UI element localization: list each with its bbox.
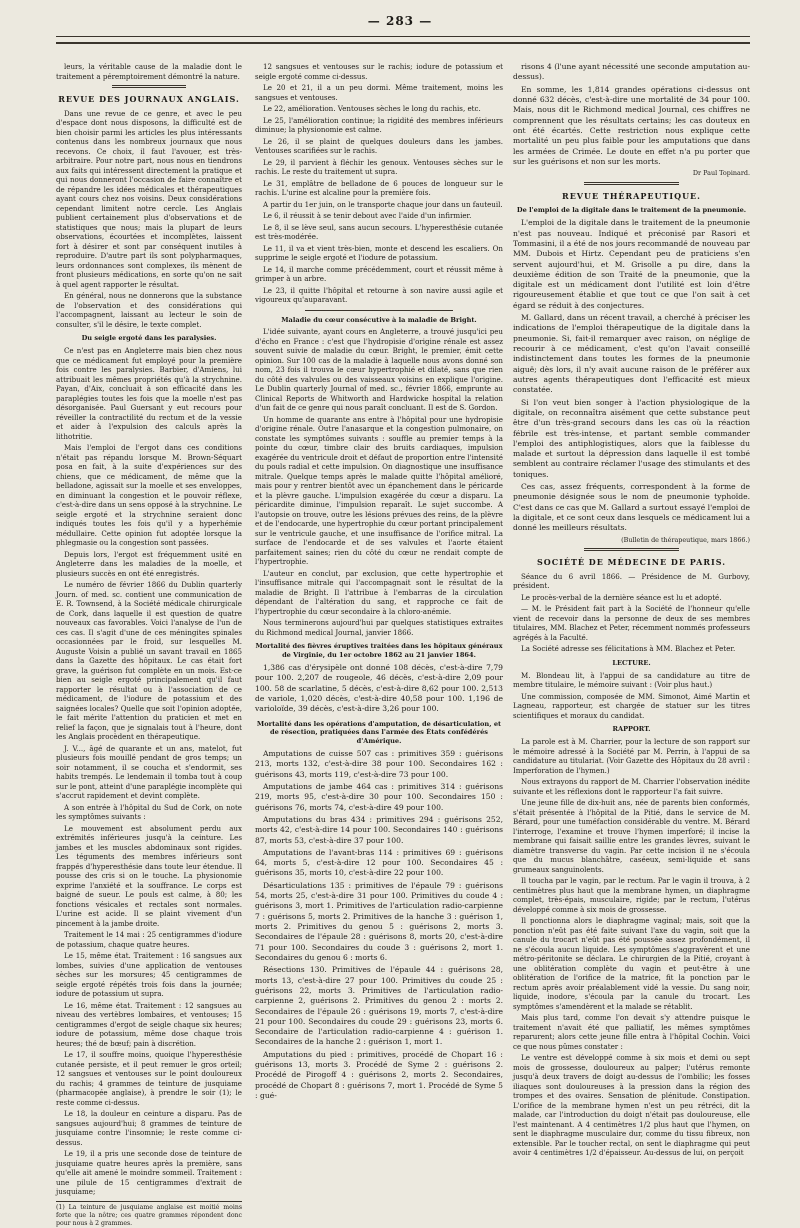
paragraph: En somme, les 1,814 grandes opérations ci-dessus ont donné 632 décès, c'est-à-dire une mortalité de 34 pour 100. Mais, nous dit le Richmond medical Journal, ces chiffres ne comprennent que les résultats certains; les cas douteux en ont été écartés. Cette restriction nous explique cette mortalité un peu plus faible pour les amputations que dans les armées de Crimée. Le doute en effet n'a pu porter que sur les guérisons et non sur les morts. — [513, 84, 750, 166]
paragraph: Amputations du bras 434 : primitives 294 : guérisons 252, morts 42, c'est-à-dire 14 pour 100. Secondaires 140 : guérisons 87, morts 53, c'est-à-dire 37 pour 100. — [255, 814, 503, 845]
column-right — [513, 62, 750, 1184]
section-paragraphs — [56, 109, 242, 330]
lecture-paragraphs — [513, 671, 750, 721]
bright-paragraphs — [255, 327, 503, 637]
source-citation: (Bulletin de thérapeutique, mars 1866.) — [621, 535, 750, 544]
paragraph: M. Blondeau lit, à l'appui de sa candidature au titre de membre titulaire, le mémoire suivant : (Voir plus haut.) — [513, 670, 750, 690]
paragraph: Il ponctionna alors le diaphragme vaginal; mais, soit que la ponction n'eût pas été faite suivant l'axe du vagin, soit que la canule du trocart n'eût pas été poussée assez profondément, il ne s'écoula aucun liquide. Les symptômes s'aggravèrent et une métro-péritonite se déclara. Le chirurgien de la Pitié, croyant à une oblitération complète du vagin et peut-être à une oblitération de l'orifice de la matrice, fit la ponction par le rectum après avoir préalablement vidé la vessie. Du sang noir, liquide, inodore, s'écoula par la canule du trocart. Les symptômes s'amendèrent et la malade se rétablit. — [513, 916, 750, 1011]
lecture-label: LECTURE. — [612, 658, 651, 667]
paragraph: risons 4 (l'une ayant nécessité une seconde amputation au-dessus). — [513, 62, 750, 82]
paragraph: — M. le Président fait part à la Société de l'honneur qu'elle vient de recevoir dans la personne de deux de ses membres titulaires, MM. Blachez et Peter, récemment nommés professeurs agrégés à la Faculté. — [513, 604, 750, 642]
paragraph: Ces cas, assez fréquents, correspondent à la forme de pneumonie désignée sous le nom de pneumonie typhoïde. C'est dans ce cas que M. Gallard a surtout essayé l'emploi de la digitale, et ce sont ceux dans lesquels ce médicament lui a donné les meilleurs résultats. — [513, 482, 750, 533]
paragraph: Le 14, il marche comme précédemment, court et réussit même à grimper à un arbre. — [255, 264, 503, 283]
header-rule — [56, 36, 750, 37]
paragraph: Mais l'emploi de l'ergot dans ces conditions n'était pas répandu lorsque M. Brown-Séquart posa en fait, à la suite d'expériences sur des chiens, que ce médicament, de même que la belladone, agissait sur la moelle et ses enveloppes, en diminuant la congestion et le pouvoir réflexe, c'est-à-dire dans un sens opposé à la strychnine. Le seigle ergoté et la strychnine seraient donc indiqués toutes les fois qu'il y a hyperhémie médullaire. Cette opinion fut adoptée lorsque la phlegmasie ou la congestion sont passées. — [56, 443, 242, 548]
paragraph: A partir du 1er juin, on le transporte chaque jour dans un fauteuil. — [263, 199, 503, 209]
footnote: (1) La teinture de jusquiame anglaise est moitié moins forte que la nôtre; ces quatre grammes répondent donc pour nous à 2 grammes. — [56, 1201, 242, 1228]
paragraph: La parole est à M. Charrier, pour la lecture de son rapport sur le mémoire adressé à la Société par M. Perrin, à l'appui de sa candidature au titulariat. (Voir Gazette des Hôpitaux du 28 avril : Imperforation de l'hymen.) — [513, 737, 750, 775]
paragraph: Mais plus tard, comme l'on devait s'y attendre puisque le traitement n'avait été que palliatif, les mêmes symptômes reparurent; alors cette jeune fille entra à l'hôpital Cochin. Voici ce que nous pûmes constater : — [513, 1013, 750, 1051]
paragraph: Le 18, la douleur en ceinture a disparu. Pas de sangsues aujourd'hui; 8 grammes de teinture de jusquiame contre l'insomnie; le reste comme ci-dessus. — [56, 1109, 242, 1147]
paragraph: Le mouvement est absolument perdu aux extrémités inférieures jusqu'à la ceinture. Les jambes et les muscles abdominaux sont rigides. Les téguments des membres inférieurs sont frappés d'hyperesthésie dans toute leur étendue. Il pousse des cris si on le touche. La physionomie exprime l'anxiété et la souffrance. Le corps est baigné de sueur. Le pouls est calme, à 80; les fonctions vésicales et rectales sont normales. L'urine est acide. Il se plaint vivement d'un pincement à la jambe droite. — [56, 823, 242, 928]
paragraph: L'idée suivante, ayant cours en Angleterre, a trouvé jusqu'ici peu d'écho en France : c'est que l'hydropisie d'origine rénale est assez souvent suivie de maladie du cœur. Bright, le premier, émit cette opinion. Sur 100 cas de la maladie à laquelle nous avons donné son nom, 23 fois il trouva le cœur hypertrophié et dilaté, sans que rien du côté des valvules ou des vaisseaux voisins en explique l'origine. Le Dublin quarterly Journal of med. sc., février 1866, emprunte au Clinical Reports de Whitworth and Hardwicke hospital la relation d'un fait de ce genre qui nous paraît concluant. Il est de S. Gordon. — [255, 327, 503, 413]
paragraph: Le 17, il souffre moins, quoique l'hyperesthésie cutanée persiste, et il peut remuer le gros orteil; 12 sangsues et ventouses sur le point douloureux du rachis; 4 grammes de teinture de jusquiame (pharmacopée anglaise), à prendre le soir (1); le reste comme ci-dessus. — [56, 1050, 242, 1107]
paragraph: Le 19, il a pris une seconde dose de teinture de jusquiame quatre heures après la première, sans qu'elle ait amené le moindre sommeil. Traitement : une pilule de 15 centigrammes d'extrait de jusquiame; — [56, 1149, 242, 1197]
paragraph: Le numéro de février 1866 du Dublin quarterly Journ. of med. sc. contient une communication de E. R. Townsend, à la Société médicale chirurgicale de Cork, dans laquelle il est question de quatre nouveaux cas favorables. Voici l'analyse de l'un de ces cas. Il s'agit d'une de ces méningites spinales occasionnées par le froid, sur lesquelles M. Auguste Voisin a publié un savant travail en 1865 dans la Gazette des hôpitaux. Le cas était fort grave, la guérison fut complète en un mois. Est-ce bien au seigle ergoté principalement qu'il faut rapporter le résultat ou à l'association de ce médicament, de l'iodure de potassium et des saignées locales? Quelle que soit l'opinion adoptée, le fait mérite l'attention du praticien et met en relief la façon, que je signalais tout à l'heure, dont les Anglais procèdent en thérapeutique. — [56, 580, 242, 742]
paragraph: Résections 130. Primitives de l'épaule 44 : guérisons 28, morts 13, c'est-à-dire 27 pour 100. Primitives du coude 25 : guérisons 22, morts 3. Primitives de l'articulation radio-carpienne 2, guérisons 2. Primitives du genou 2 : morts 2. Secondaires de l'épaule 26 : guérisons 19, morts 7, c'est-à-dire 21 pour 100. Secondaires du coude 29 : guérisons 23, morts 6. Secondaire de l'articulation radio-carpienne 4 : guérison 1. Secondaires de la hanche 2 : guérison 1, mort 1. — [255, 965, 503, 1047]
seance-line: Séance du 6 avril 1866. — Présidence de M. Gurbovy, président. — [513, 571, 750, 591]
divider — [305, 310, 454, 311]
paragraph: En général, nous ne donnerons que la substance de l'observation et des considérations qui l'accompagnent, laissant au lecteur le soin de consulter, s'il le désire, le texte complet. — [56, 291, 242, 329]
paragraph: Le 6, il réussit à se tenir debout avec l'aide d'un infirmier. — [263, 211, 472, 220]
paragraph: A son entrée à l'hôpital du Sud de Cork, on note les symptômes suivants : — [56, 802, 242, 822]
paragraph: Le 22, amélioration. Ventouses sèches le long du rachis, etc. — [263, 104, 481, 113]
subsection-title: De l'emploi de la digitale dans le traitement de la pneumonie. — [516, 206, 747, 215]
paragraph: Dans une revue de ce genre, et avec le peu d'espace dont nous disposons, la difficulté est de bien choisir parmi les articles les plus intéressants contenus dans les nombreux journaux que nous recevons. Ce choix, il faut l'avouer, est très-arbitraire. Pour notre part, nous nous en tiendrons aux faits qui intéressent directement la pratique et qui nous donneront l'occasion de faire connaître et de répandre les idées médicales et thérapeutiques ayant cours chez nos voisins. Deux considérations cependant limitent notre cercle. Les Anglais publient certainement plus d'observations et de statistiques que nous; mais la plupart de leurs observations, écourtées et incomplètes, laissent fort à désirer et sont par conséquent inutiles à reproduire. D'autre part ils sont polypharmaques, leurs ordonnances sont complexes, ils mènent de front plusieurs médications, en sorte qu'on ne sait à quel agent rapporter le résultat. — [56, 108, 242, 289]
paragraph: Une commission, composée de MM. Simonot, Aimé Martin et Lagneau, rapporteur, est chargée de statuer sur les titres scientifiques et moraux du candidat. — [513, 691, 750, 720]
intro-paragraph: leurs, la véritable cause de la maladie dont le traitement a péremptoirement démontré la nature. — [56, 62, 242, 81]
article-paragraphs — [255, 62, 503, 305]
article-paragraphs — [513, 62, 750, 167]
digitale-paragraphs — [513, 218, 750, 533]
page-number: — 283 — — [367, 14, 433, 28]
section-title: REVUE DES JOURNAUX ANGLAIS. — [58, 94, 240, 104]
paragraph: Traitement le 14 mai : 25 centigrammes d'iodure de potassium, chaque quatre heures. — [56, 930, 242, 949]
stats-paragraphs — [255, 749, 503, 1101]
society-paragraphs — [513, 593, 750, 654]
paragraph: Le 26, il se plaint de quelques douleurs dans les jambes. Ventouses scarifiées sur le rachis. — [255, 136, 503, 155]
paragraph: Nous terminerons aujourd'hui par quelques statistiques extraites du Richmond medical Journal, janvier 1866. — [255, 618, 503, 637]
society-title: SOCIÉTÉ DE MÉDECINE DE PARIS. — [536, 557, 727, 568]
paragraph: Le 29, il parvient à fléchir les genoux. Ventouses sèches sur le rachis. Le reste du traitement ut supra. — [255, 157, 503, 176]
signature: Dr Paul Topinard. — [692, 169, 750, 178]
paragraph: Le 31, emplâtre de belladone de 6 pouces de longueur sur le rachis. L'urine est alcaline pour la première fois. — [255, 178, 503, 197]
paragraph: Le 25, l'amélioration continue; la rigidité des membres inférieurs diminue; la physionomie est calme. — [255, 115, 503, 134]
paragraph: Il toucha par le vagin, par le rectum. Par le vagin il trouva, à 2 centimètres plus haut que la membrane hymen, un diaphragme complet, très-épais, musculaire, rigide; par le rectum, l'utérus développé comme à six mois de grossesse. — [513, 876, 750, 914]
section-title: REVUE THÉRAPEUTIQUE. — [562, 190, 701, 201]
stats-title: Mortalité des fièvres éruptives traitées dans les hôpitaux généraux de Virginie, du 1er octobre 1862 au 21 janvier 1864. — [255, 642, 503, 660]
paragraph: Le procès-verbal de la dernière séance est lu et adopté. — [521, 592, 722, 602]
paragraph: Le 15, même état. Traitement : 16 sangsues aux lombes, suivies d'une application de ventouses sèches sur les morsures; 45 centigrammes de seigle ergoté répétés trois fois dans la journée; iodure de potassium ut supra. — [56, 951, 242, 999]
section-divider — [584, 182, 679, 185]
paragraph: Désarticulations 135 : primitives de l'épaule 79 : guérisons 54, morts 25, c'est-à-dire 31 pour 100. Primitives du coude 4 : guérisons 3, mort 1. Primitives de l'articulation radio-carpienne 7 : guérisons 5, morts 2. Primitives de la hanche 3 : guérison 1, morts 2. Primitives du genou 5 : guérisons 2, morts 3. Secondaires de l'épaule 28 : guérisons 8, morts 20, c'est-à-dire 71 pour 100. Secondaires du coude 3 : guérisons 2, mort 1. Secondaires du genou 6 : morts 6. — [255, 880, 503, 962]
subsection-title: Maladie du cœur consécutive à la maladie de Bright. — [281, 315, 477, 324]
paragraph: L'auteur en conclut, par exclusion, que cette hypertrophie et l'insuffisance mitrale qui l'accompagnait sont le résultat de la maladie de Bright. Il l'attribue à l'embarras de la circulation dépendant de l'altération du sang, et rapproche ce fait de l'hypertrophie du cœur secondaire à la chloro-anémie. — [255, 568, 503, 616]
paragraph: L'emploi de la digitale dans le traitement de la pneumonie n'est pas nouveau. Indiqué et préconisé par Rasori et Tommasini, il a été de nos jours recommandé de nouveau par MM. Dubois et Hirtz. Cependant peu de praticiens s'en servent aujourd'hui, et M. Grisolle a pu dire, dans la deuxième édition de son Traité de la pneumonie, que la digitale est un médicament dont l'utilité est loin d'être rigoureusement établie et que tout ce que l'on sait à cet égard se réduit à des conjectures. — [513, 218, 750, 310]
column-left — [56, 62, 242, 1228]
paragraph: Le 20 et 21, il a un peu dormi. Même traitement, moins les sangsues et ventouses. — [255, 83, 503, 102]
paragraph: Le 8, il se lève seul, sans aucun secours. L'hyperesthésie cutanée est très-modérée. — [255, 222, 503, 241]
section-divider — [584, 548, 679, 551]
stats-paragraph: 1,386 cas d'érysipèle ont donné 108 décès, c'est-à-dire 7,79 pour 100. 2,207 de rougeole, 46 décès, c'est-à-dire 2,09 pour 100. 58 de scarlatine, 5 décès, c'est-à-dire 8,62 pour 100. 2,513 de variole, 1,020 décès, c'est-à-dire 40,58 pour 100. 1,196 de varioloïde, 39 décès, c'est-à-dire 3,26 pour 100. — [255, 662, 503, 714]
subsection-title: Du seigle ergoté dans les paralysies. — [81, 334, 217, 343]
paragraph: Amputations de cuisse 507 cas : primitives 359 : guérisons 213, morts 132, c'est-à-dire 38 pour 100. Secondaires 162 : guérisons 43, morts 119, c'est-à-dire 73 pour 100. — [255, 749, 503, 779]
header-rule-thick — [56, 42, 750, 44]
paragraph: Amputations de l'avant-bras 114 : primitives 69 : guérisons 64, morts 5, c'est-à-dire 12 pour 100. Secondaires 45 : guérisons 35, morts 10, c'est-à-dire 22 pour 100. — [255, 847, 503, 878]
paragraph: Nous extrayons du rapport de M. Charrier l'observation inédite suivante et les réflexions dont le rapporteur l'a fait suivre. — [513, 777, 750, 796]
paragraph: 12 sangsues et ventouses sur le rachis; iodure de potassium et seigle ergoté comme ci-dessus. — [255, 62, 503, 81]
rapport-label: RAPPORT. — [612, 725, 651, 734]
paragraph: Le ventre est développé comme à six mois et demi ou sept mois de grossesse, douloureux au palper; l'utérus remonte jusqu'à deux travers de doigt au-dessus de l'ombilic; les fosses iliaques sont douloureuses à la pression dans la région des trompes et des ovaires. Sensation de plénitude. Constipation. L'orifice de la membrane hymen n'est un peu rétréci, dit la malade, car l'introduction du doigt n'était pas douloureuse, elle l'est maintenant. A 4 centimètres 1/2 plus haut que l'hymen, on sent le diaphragme musculaire dur, comme du tissu fibreux, non extensible. Par le toucher rectal, on sent le diaphragme qui peut avoir 4 centimètres 1/2 d'épaisseur. Au-dessus de lui, on perçoit — [513, 1053, 750, 1158]
paragraph: Depuis lors, l'ergot est fréquemment usité en Angleterre dans les maladies de la moelle, et plusieurs succès en ont été enregistrés. — [56, 549, 242, 578]
section-divider — [112, 85, 186, 88]
paragraph: La Société adresse ses félicitations à MM. Blachez et Peter. — [521, 644, 736, 654]
paragraph: Le 23, il quitte l'hôpital et retourne à son navire aussi agile et vigoureux qu'auparavant. — [255, 285, 503, 304]
paragraph: M. Gallard, dans un récent travail, a cherché à préciser les indications de l'emploi thérapeutique de la digitale dans la pneumonie. Si, fait-il remarquer avec raison, on néglige de recourir à ce médicament, c'est qu'on l'avait conseillé indistinctement dans toutes les formes de la pneumonie aiguë; dès lors, il n'y avait aucune raison de le préférer aux autres agents thérapeutiques dont l'efficacité est mieux constatée. — [513, 313, 750, 395]
stats-title: Mortalité dans les opérations d'amputation, de désarticulation, et de résection, pratiquées dans l'armée des États confédérés d'Amérique. — [256, 719, 502, 746]
article-paragraphs — [56, 346, 242, 1197]
paragraph: Une jeune fille de dix-huit ans, née de parents bien conformés, s'était présentée à l'hôpital de la Pitié, dans le service de M. Bérard, pour une tuméfaction considérable du ventre. M. Bérard l'interroge, l'examine et trouve l'hymen imperforé; il incise la membrane qui faisait saillie entre les grandes lèvres, suivant le diamètre transverse du vagin. Par cette incision il ne s'écoula que du mucus blanchâtre, caséeux, semi-liquide et sans grumeaux sanguinolents. — [513, 798, 750, 874]
paragraph: J. V..., âgé de quarante et un ans, matelot, fut plusieurs fois mouillé pendant de gros temps; un soir notamment, il se coucha et s'endormit, ses habits trempés. Le lendemain il tomba tout à coup sur le pont, atteint d'une paraplégie incomplète qui s'accrut rapidement et devint complète. — [56, 743, 242, 801]
paragraph: Amputations de jambe 464 cas : primitives 314 : guérisons 219, morts 95, c'est-à-dire 30 pour 100. Secondaires 150 : guérisons 76, morts 74, c'est-à-dire 49 pour 100. — [255, 781, 503, 812]
column-middle — [255, 62, 503, 1184]
paragraph: Un homme de quarante ans entre à l'hôpital pour une hydropisie d'origine rénale. Outre l'anasarque et la congestion pulmonaire, on constate les symptômes suivants : souffle au premier temps à la pointe du cœur, timbre clair des bruits cardiaques, impulsion exagérée du ventricule droit et défaut de proportion entre l'intensité du pouls radial et cette impulsion. On diagnostique une insuffisance mitrale. Quelque temps après le malade quitte l'hôpital amélioré, mais pour y rentrer bientôt avec un épanchement dans le péricarde et la plèvre gauche. L'impulsion exagérée du cœur a disparu. La péricardite diminue, l'impulsion reparaît. Le sujet succombe. A l'autopsie on trouve, outre les lésions prévues des reins, de la plèvre et de l'endocarde, une hypertrophie du cœur portant principalement sur le ventricule gauche, et une insuffisance de l'orifice mitral. La surface de l'endocarde et de ses valvules et l'aorte étaient parfaitement saines; rien du côté du cœur ne rendait compte de l'hypertrophie. — [255, 414, 503, 567]
paragraph: Si l'on veut bien songer à l'action physiologique de la digitale, on reconnaîtra aisément que cette substance peut être d'un très-grand secours dans les cas où la réaction fébrile est très-intense, et partant semble commander l'emploi des antiphlogistiques, alors que la faiblesse du malade et surtout la dépression dans laquelle il est tombé semblent au contraire réclamer l'usage des stimulants et des toniques. — [513, 397, 750, 479]
paragraph: Amputations du pied : primitives, procédé de Chopart 16 : guérisons 13, morts 3. Procédé de Syme 2 : guérisons 2. Procédé de Pirogoff 4 : guérisons 2, morts 2. Secondaires, procédé de Chopart 8 : guérisons 7, mort 1. Procédé de Syme 5 : gué- — [255, 1049, 503, 1101]
paragraph: Ce n'est pas en Angleterre mais bien chez nous que ce médicament fut employé pour la première fois contre les paralysies. Barbier, d'Amiens, lui attribuait les mêmes propriétés qu'à la strychnine. Payan, d'Aix, concluait à son efficacité dans les paraplégies toutes les fois que la moelle n'est pas désorganisée. Paul Guersant y eut recours pour réveiller la contractilité du rectum et de la vessie et aider à l'expulsion des calculs après la lithotritie. — [56, 346, 242, 441]
paragraph: Le 16, même état. Traitement : 12 sangsues au niveau des vertèbres lombaires, et ventouses; 15 centigrammes d'ergot de seigle chaque six heures; iodure de potassium, même dose chaque trois heures; thé de bœuf; pain à discrétion. — [56, 1000, 242, 1048]
paragraph: Le 11, il va et vient très-bien, monte et descend les escaliers. On supprime le seigle ergoté et l'iodure de potassium. — [255, 243, 503, 262]
rapport-paragraphs — [513, 737, 750, 1158]
